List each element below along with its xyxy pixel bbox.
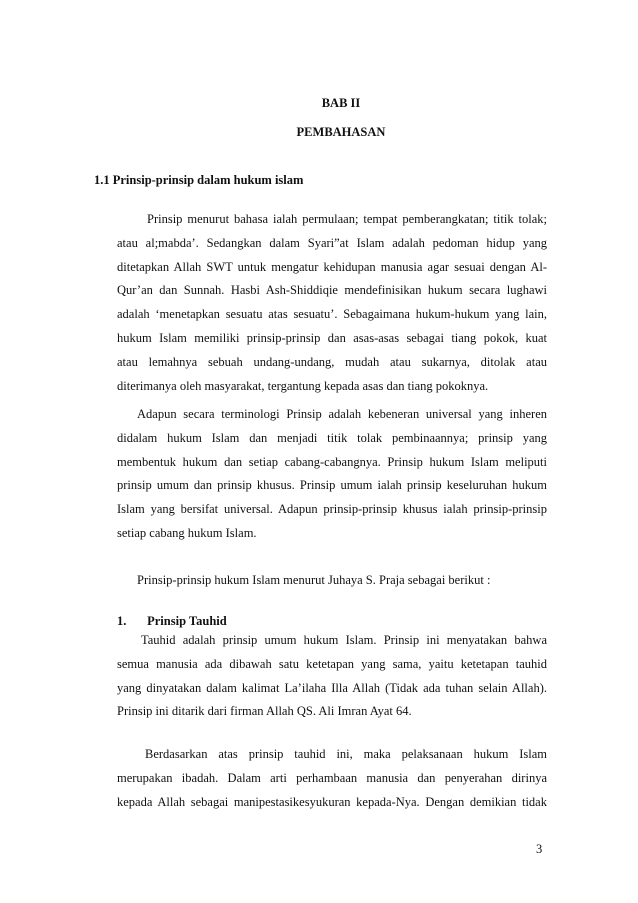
text-line: Adapun secara terminologi Prinsip adalah kebeneran universal yang inheren xyxy=(137,407,547,421)
section-heading: 1.1 Prinsip-prinsip dalam hukum islam xyxy=(94,173,304,187)
text-line: Prinsip-prinsip hukum Islam menurut Juhaya S. Praja sebagai berikut : xyxy=(137,573,491,587)
paragraph-prinsip-definition xyxy=(117,208,547,398)
text-line: Prinsip menurut bahasa ialah permulaan; tempat pemberangkatan; titik tolak; xyxy=(147,212,547,226)
text-line: adalah ‘menetapkan sesuatu atas sesuatu’. Sebagaimana hukum-hukum yang lain, xyxy=(117,307,547,322)
list-title: Prinsip Tauhid xyxy=(147,614,227,628)
text-line: semua manusia ada dibawah satu ketetapan yang sama, yaitu ketetapan tauhid xyxy=(117,656,547,671)
text-line: didalam hukum Islam dan menjadi titik tolak pembinaannya; prinsip yang xyxy=(117,430,547,445)
text-line: setiap cabang hukum Islam. xyxy=(117,525,257,540)
text-line: ditetapkan Allah SWT untuk mengatur kehidupan manusia agar sesuai dengan Al- xyxy=(117,259,547,274)
text-line: Tauhid adalah prinsip umum hukum Islam. Prinsip ini menyatakan bahwa xyxy=(141,633,547,647)
text-line: atau al;mabda’. Sedangkan dalam Syari”at Islam adalah pedoman hidup yang xyxy=(117,235,547,250)
numbered-heading xyxy=(117,614,227,629)
paragraph-juhaya-intro xyxy=(117,569,547,593)
chapter-label: BAB II xyxy=(321,96,361,110)
paragraph-ibadah xyxy=(117,743,547,814)
text-line: diterimanya oleh masyarakat, tergantung kepada asas dan tiang pokoknya. xyxy=(117,378,489,393)
text-line: atau lemahnya sebuah undang-undang, mudah atau sukarnya, ditolak atau xyxy=(117,354,547,369)
paragraph-terminologi xyxy=(117,403,547,546)
text-line: yang dinyatakan dalam kalimat La’ilaha Illa Allah (Tidak ada tuhan selain Allah). xyxy=(117,680,547,695)
list-number: 1. xyxy=(117,614,127,628)
text-line: membentuk hukum dan setiap cabang-cabangnya. Prinsip hukum Islam meliputi xyxy=(117,454,547,469)
text-line: Islam yang bersifat universal. Adapun prinsip-prinsip khusus ialah prinsip-prinsip xyxy=(117,502,547,517)
text-line: kepada Allah sebagai manipestasikesyukuran kepada-Nya. Dengan demikian tidak xyxy=(117,794,547,809)
text-line: merupakan ibadah. Dalam arti perhambaan manusia dan penyerahan dirinya xyxy=(117,770,547,785)
page-number: 3 xyxy=(536,842,543,856)
chapter-title: PEMBAHASAN xyxy=(296,125,386,139)
text-line: Prinsip ini ditarik dari firman Allah QS. Ali Imran Ayat 64. xyxy=(117,704,412,719)
paragraph-tauhid xyxy=(117,629,547,724)
text-line: Qur’an dan Sunnah. Hasbi Ash-Shiddiqie mendefinisikan hukum secara lughawi xyxy=(117,283,547,298)
text-line: Berdasarkan atas prinsip tauhid ini, maka pelaksanaan hukum Islam xyxy=(145,747,547,761)
text-line: prinsip umum dan prinsip khusus. Prinsip umum ialah prinsip keseluruhan hukum xyxy=(117,478,547,493)
text-line: hukum Islam memiliki prinsip-prinsip dan asas-asas sebagai tiang pokok, kuat xyxy=(117,330,547,345)
